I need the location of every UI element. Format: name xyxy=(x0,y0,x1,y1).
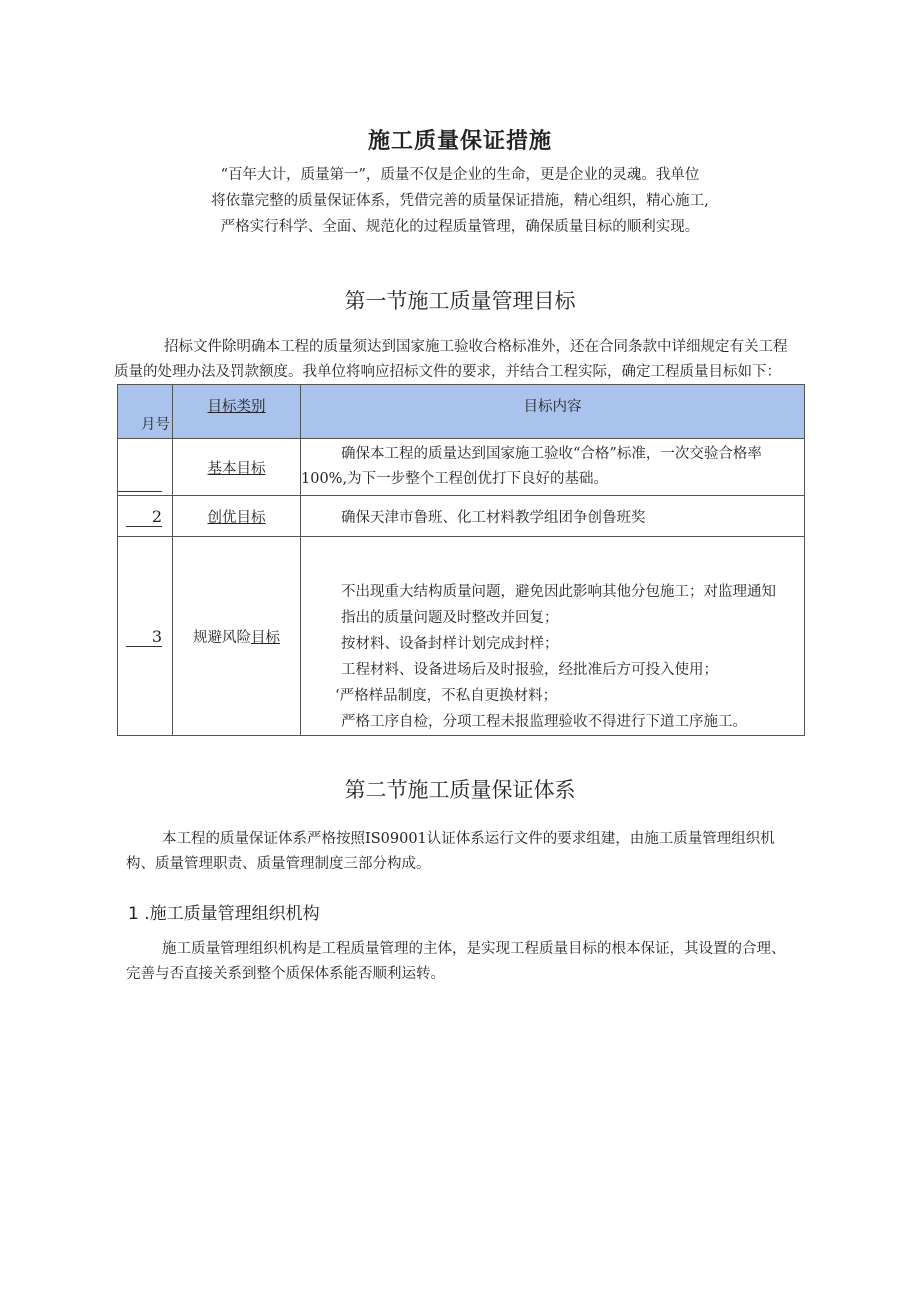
section2-para-line-1: 本工程的质量保证体系严格按照IS09001认证体系运行文件的要求组建，由施工质量管理组织机 xyxy=(162,831,775,847)
header-content: 目标内容 xyxy=(301,385,805,439)
intro-line-2: 将依靠完整的质量保证体系，凭借完善的质量保证措施，精心组织，精心施工, xyxy=(211,193,709,209)
subsection1-heading: 1 .施工质量管理组织机构 xyxy=(128,904,320,924)
section1-heading: 第一节施工质量管理目标 xyxy=(344,289,576,313)
row1-content: 确保本工程的质量达到国家施工验收“合格”标准，一次交验合格率 100%,为下一步整个工程创优打下良好的基础。 xyxy=(301,439,805,496)
blank-underline xyxy=(118,491,162,492)
table-row xyxy=(118,439,805,496)
quality-goals-table xyxy=(117,384,805,736)
row3-type: 规避风险目标 xyxy=(173,537,301,736)
intro-line-1: “百年大计，质量第一”，质量不仅是企业的生命，更是企业的灵魂。我单位 xyxy=(220,167,700,183)
document-title: 施工质量保证措施 xyxy=(367,129,552,154)
section2-heading: 第二节施工质量保证体系 xyxy=(344,778,576,802)
header-num: 月号 xyxy=(118,385,173,439)
table-row xyxy=(118,496,805,537)
table-row xyxy=(118,537,805,736)
section2-para-line-2: 构、质量管理职责、质量管理制度三部分构成。 xyxy=(126,856,431,872)
row2-content: 确保天津市鲁班、化工材料教学组团争创鲁班奖 xyxy=(301,496,805,537)
subsection1-paragraph xyxy=(126,937,842,987)
section2-paragraph xyxy=(126,827,842,877)
table-header-row xyxy=(118,385,805,439)
row1-type: 基本目标 xyxy=(173,439,301,496)
row3-content: 不出现重大结构质量问题，避免因此影响其他分包施工；对监理通知 指出的质量问题及时整改并回复； 按材料、设备封样计划完成封样； 工程材料、设备进场后及时报验，经批准后方可投入使用； ‘严格样品制度，不私自更换材料； 严格工序自检，分项工程未报监理验收不得进行下道工序施工。 xyxy=(301,537,805,736)
row2-type: 创优目标 xyxy=(173,496,301,537)
row1-num xyxy=(118,439,173,496)
section1-para-line-2: 质量的处理办法及罚款额度。我单位将响应招标文件的要求，并结合工程实际，确定工程质量目标如下： xyxy=(114,364,781,380)
header-type: 目标类别 xyxy=(173,385,301,439)
row2-num: 2 xyxy=(118,496,173,537)
row3-num: 3 xyxy=(118,537,173,736)
subsection1-para-line-1: 施工质量管理组织机构是工程质量管理的主体，是实现工程质量目标的根本保证，其设置的合理、 xyxy=(162,941,786,957)
section1-paragraph xyxy=(114,335,842,385)
section1-para-line-1: 招标文件除明确本工程的质量须达到国家施工验收合格标准外，还在合同条款中详细规定有关工程 xyxy=(164,339,788,355)
intro-line-3: 严格实行科学、全面、规范化的过程质量管理，确保质量目标的顺利实现。 xyxy=(220,219,700,235)
subsection1-para-line-2: 完善与否直接关系到整个质保体系能否顺利运转。 xyxy=(126,966,445,982)
